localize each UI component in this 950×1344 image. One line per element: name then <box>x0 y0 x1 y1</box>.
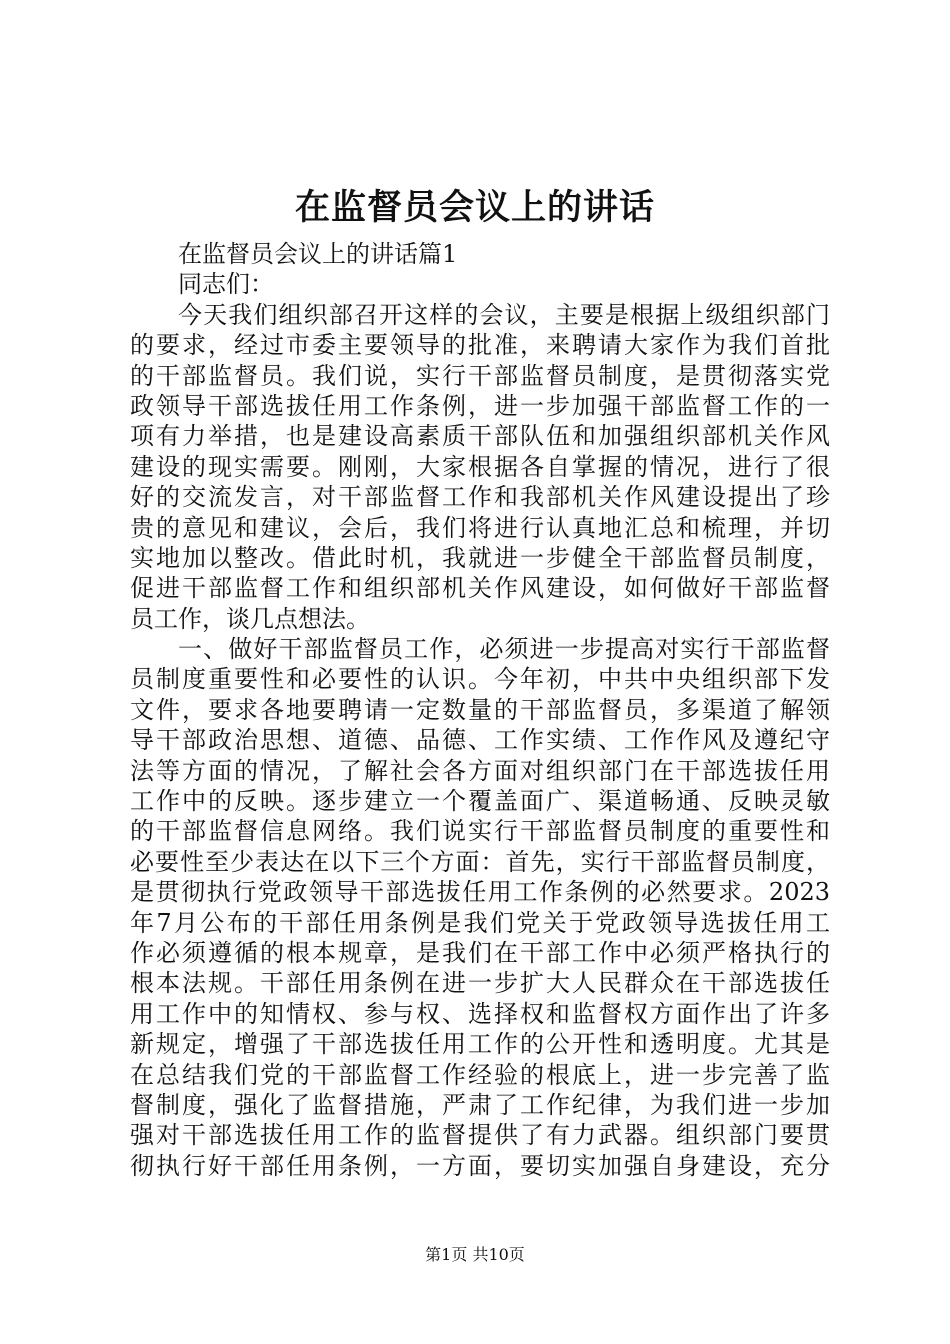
text-line: 新规定，增强了干部选拔任用工作的公开性和透明度。尤其是 <box>130 1030 830 1059</box>
text-line: 今天我们组织部召开这样的会议，主要是根据上级组织部门 <box>178 300 830 329</box>
text-line: 同志们： <box>178 270 274 299</box>
text-line: 的干部监督信息网络。我们说实行干部监督员制度的重要性和 <box>130 817 830 846</box>
text-line: 政领导干部选拔任用工作条例，进一步加强干部监督工作的一 <box>130 391 830 420</box>
text-line: 工作中的反映。逐步建立一个覆盖面广、渠道畅通、反映灵敏 <box>130 787 830 816</box>
text-line: 的要求，经过市委主要领导的批准，来聘请大家作为我们首批 <box>130 331 830 360</box>
page-title: 在监督员会议上的讲话 <box>294 187 655 228</box>
text-line: 项有力举措，也是建设高素质干部队伍和加强组织部机关作风 <box>130 422 830 451</box>
text-line: 是贯彻执行党政领导干部选拔任用工作条例的必然要求。2023 <box>130 878 830 907</box>
text-line: 促进干部监督工作和组织部机关作风建设，如何做好干部监督 <box>130 574 830 603</box>
text-line: 实地加以整改。借此时机，我就进一步健全干部监督员制度， <box>130 543 830 572</box>
text-line: 在监督员会议上的讲话篇1 <box>178 240 458 268</box>
text-line: 员制度重要性和必要性的认识。今年初，中共中央组织部下发 <box>130 665 830 694</box>
text-line: 年7月公布的干部任用条例是我们党关于党政领导选拔任用工 <box>130 908 830 937</box>
text-line: 贵的意见和建议，会后，我们将进行认真地汇总和梳理，并切 <box>130 513 830 542</box>
text-line: 好的交流发言，对干部监督工作和我部机关作风建设提出了珍 <box>130 483 830 512</box>
text-line: 的干部监督员。我们说，实行干部监督员制度，是贯彻落实党 <box>130 361 830 390</box>
text-line: 彻执行好干部任用条例，一方面，要切实加强自身建设，充分 <box>130 1151 830 1180</box>
text-line: 必要性至少表达在以下三个方面：首先，实行干部监督员制度， <box>130 847 830 876</box>
text-line: 文件，要求各地要聘请一定数量的干部监督员，多渠道了解领 <box>130 695 830 724</box>
text-line: 根本法规。干部任用条例在进一步扩大人民群众在干部选拔任 <box>130 969 830 998</box>
text-line: 一、做好干部监督员工作，必须进一步提高对实行干部监督 <box>178 635 830 664</box>
text-line: 建设的现实需要。刚刚，大家根据各自掌握的情况，进行了很 <box>130 452 830 481</box>
paragraph <box>130 269 830 299</box>
text-line: 督制度，强化了监督措施，严肃了工作纪律，为我们进一步加 <box>130 1090 830 1119</box>
page-number-footer: 第1页 共10页 <box>425 1245 525 1264</box>
paragraph <box>130 300 830 634</box>
text-line: 导干部政治思想、道德、品德、工作实绩、工作作风及遵纪守 <box>130 726 830 755</box>
paragraph <box>130 634 830 1181</box>
paragraph <box>130 239 830 269</box>
text-line: 法等方面的情况，了解社会各方面对组织部门在干部选拔任用 <box>130 756 830 785</box>
text-line: 用工作中的知情权、参与权、选择权和监督权方面作出了许多 <box>130 999 830 1028</box>
text-line: 强对干部选拔任用工作的监督提供了有力武器。组织部门要贯 <box>130 1121 830 1150</box>
text-line: 在总结我们党的干部监督工作经验的根底上，进一步完善了监 <box>130 1060 830 1089</box>
text-line: 员工作，谈几点想法。 <box>130 604 370 633</box>
text-line: 作必须遵循的根本规章，是我们在干部工作中必须严格执行的 <box>130 938 830 967</box>
document-body <box>130 239 830 1181</box>
